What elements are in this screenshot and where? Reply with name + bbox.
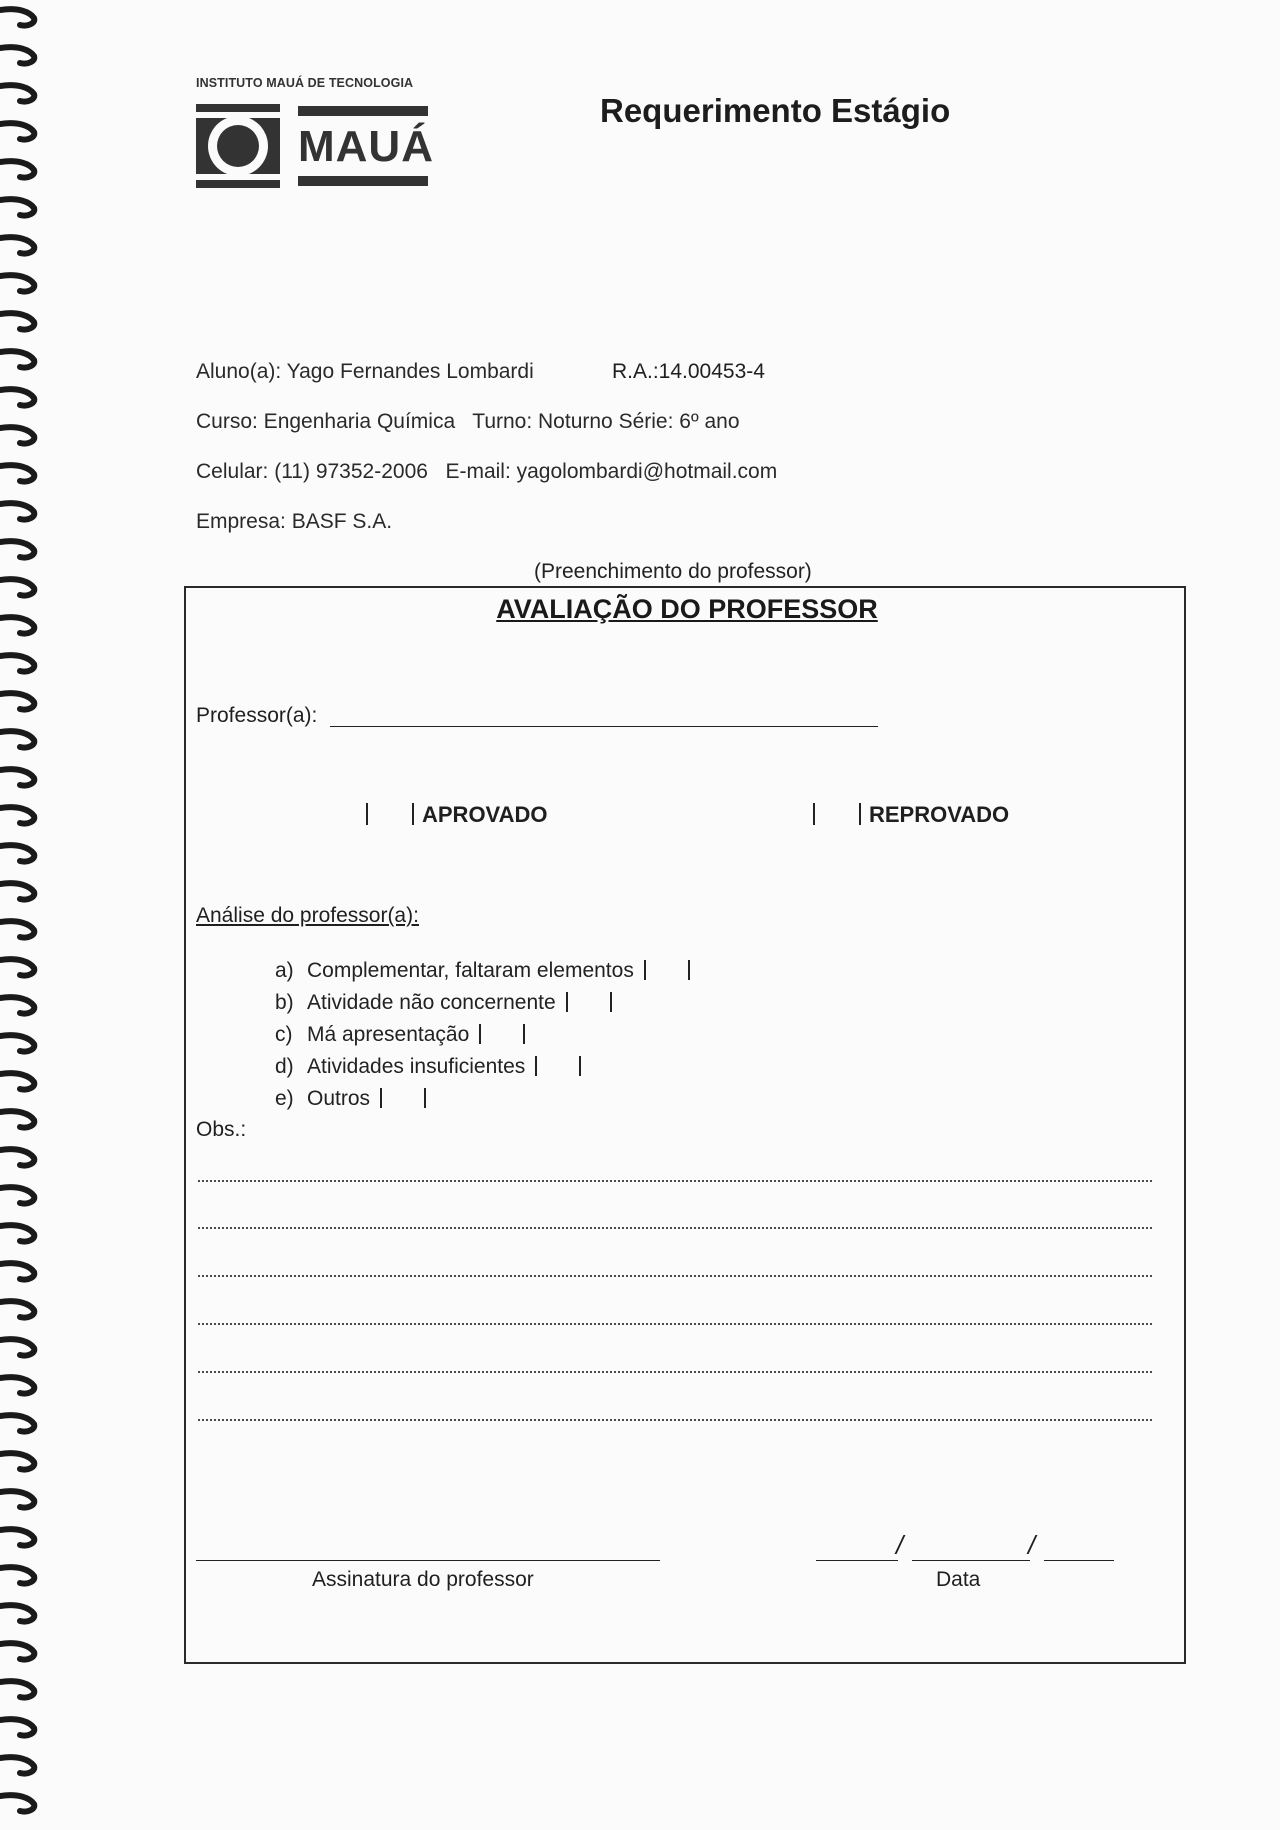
spiral-coil bbox=[0, 731, 34, 747]
spiral-coil bbox=[0, 313, 34, 329]
spiral-coil bbox=[0, 1073, 34, 1089]
option-c[interactable] bbox=[275, 1019, 690, 1051]
maua-logo bbox=[196, 76, 436, 188]
spiral-coil bbox=[0, 1643, 34, 1659]
evaluation-title bbox=[184, 594, 1186, 625]
spiral-coil bbox=[0, 1681, 34, 1697]
spiral-coil bbox=[0, 275, 34, 291]
contact-line bbox=[196, 460, 777, 484]
evaluation-title-text: AVALIAÇÃO DO PROFESSOR bbox=[496, 594, 878, 624]
course-line bbox=[196, 410, 740, 434]
spiral-coil bbox=[0, 769, 34, 785]
option-checkbox[interactable] bbox=[479, 1019, 525, 1051]
professor-name-field[interactable] bbox=[330, 726, 878, 727]
obs-line-1[interactable] bbox=[198, 1180, 1152, 1182]
obs-line-6[interactable] bbox=[198, 1419, 1152, 1421]
spiral-coil bbox=[0, 541, 34, 557]
evaluation-box bbox=[184, 586, 1186, 1664]
spiral-coil bbox=[0, 845, 34, 861]
spiral-coil bbox=[0, 655, 34, 671]
spiral-coil bbox=[0, 1149, 34, 1165]
approved-label: APROVADO bbox=[422, 802, 548, 827]
spiral-coil bbox=[0, 1757, 34, 1773]
spiral-coil bbox=[0, 1225, 34, 1241]
option-letter: b) bbox=[275, 991, 294, 1014]
checkbox-left-bar bbox=[366, 803, 368, 825]
spiral-coil bbox=[0, 47, 34, 63]
logo-mark-icon bbox=[196, 104, 280, 188]
checkbox-left-bar bbox=[813, 803, 815, 825]
spiral-coil bbox=[0, 921, 34, 937]
spiral-coil bbox=[0, 123, 34, 139]
obs-line-3[interactable] bbox=[198, 1275, 1152, 1277]
spiral-coil bbox=[0, 1453, 34, 1469]
spiral-coil bbox=[0, 465, 34, 481]
date-day-field[interactable] bbox=[816, 1560, 898, 1561]
spiral-coil bbox=[0, 9, 34, 25]
spiral-coil bbox=[0, 1301, 34, 1317]
spiral-coil bbox=[0, 1339, 34, 1355]
spiral-coil bbox=[0, 199, 34, 215]
obs-label: Obs.: bbox=[196, 1118, 247, 1141]
spiral-binding bbox=[0, 0, 60, 1830]
logo-word: MAUÁ bbox=[298, 122, 434, 171]
date-year-field[interactable] bbox=[1044, 1560, 1114, 1561]
option-letter: c) bbox=[275, 1023, 293, 1046]
spiral-coil bbox=[0, 237, 34, 253]
spiral-coil bbox=[0, 1415, 34, 1431]
email: E-mail: yagolombardi@hotmail.com bbox=[445, 460, 778, 483]
date-month-field[interactable] bbox=[912, 1560, 1030, 1561]
rejected-checkbox[interactable] bbox=[813, 802, 1009, 828]
spiral-coil bbox=[0, 85, 34, 101]
spiral-coil bbox=[0, 351, 34, 367]
option-e[interactable] bbox=[275, 1083, 690, 1115]
checkbox-right-bar bbox=[412, 803, 414, 825]
option-checkbox[interactable] bbox=[644, 955, 690, 987]
option-checkbox[interactable] bbox=[566, 987, 612, 1019]
analysis-label: Análise do professor(a): bbox=[196, 904, 419, 927]
phone: Celular: (11) 97352-2006 bbox=[196, 460, 428, 483]
analysis-options bbox=[275, 955, 690, 1115]
date-separator-1: / bbox=[896, 1530, 904, 1560]
logo-bar-top bbox=[298, 106, 428, 116]
option-text: Atividades insuficientes bbox=[307, 1055, 526, 1078]
spiral-coil bbox=[0, 1605, 34, 1621]
approved-checkbox[interactable] bbox=[366, 802, 548, 828]
spiral-coil bbox=[0, 959, 34, 975]
spiral-coil bbox=[0, 1719, 34, 1735]
option-b[interactable] bbox=[275, 987, 690, 1019]
institute-name: INSTITUTO MAUÁ DE TECNOLOGIA bbox=[196, 76, 414, 90]
date-label: Data bbox=[936, 1568, 981, 1591]
option-letter: d) bbox=[275, 1055, 294, 1078]
spiral-coil bbox=[0, 617, 34, 633]
spiral-coil bbox=[0, 427, 34, 443]
option-letter: e) bbox=[275, 1087, 294, 1110]
spiral-coil bbox=[0, 883, 34, 899]
option-a[interactable] bbox=[275, 955, 690, 987]
student-ra: R.A.:14.00453-4 bbox=[612, 360, 765, 383]
spiral-coil bbox=[0, 1187, 34, 1203]
spiral-coil bbox=[0, 1529, 34, 1545]
course: Curso: Engenharia Química bbox=[196, 410, 456, 433]
spiral-coil bbox=[0, 503, 34, 519]
option-checkbox[interactable] bbox=[535, 1051, 581, 1083]
spiral-coil bbox=[0, 161, 34, 177]
spiral-coil bbox=[0, 1567, 34, 1583]
spiral-coil bbox=[0, 1491, 34, 1507]
signature-field[interactable] bbox=[196, 1560, 660, 1561]
obs-line-2[interactable] bbox=[198, 1227, 1152, 1229]
prefill-note: (Preenchimento do professor) bbox=[534, 560, 812, 583]
shift: Turno: Noturno bbox=[472, 410, 613, 433]
spiral-coil bbox=[0, 1263, 34, 1279]
checkbox-right-bar bbox=[859, 803, 861, 825]
spiral-coil bbox=[0, 1795, 34, 1811]
spiral-coil bbox=[0, 1377, 34, 1393]
spiral-coil bbox=[0, 579, 34, 595]
option-text: Má apresentação bbox=[307, 1023, 470, 1046]
company-line: Empresa: BASF S.A. bbox=[196, 510, 393, 533]
option-text: Outros bbox=[307, 1087, 371, 1110]
spiral-coil bbox=[0, 389, 34, 405]
professor-label: Professor(a): bbox=[196, 704, 318, 727]
logo-bar-bottom bbox=[298, 176, 428, 186]
spiral-coil bbox=[0, 1111, 34, 1127]
option-d[interactable] bbox=[275, 1051, 690, 1083]
spiral-coil bbox=[0, 1035, 34, 1051]
option-text: Atividade não concernente bbox=[307, 991, 556, 1014]
spiral-coil bbox=[0, 997, 34, 1013]
spiral-coil bbox=[0, 693, 34, 709]
signature-label: Assinatura do professor bbox=[312, 1568, 534, 1591]
grade: Série: 6º ano bbox=[618, 410, 740, 433]
option-text: Complementar, faltaram elementos bbox=[307, 959, 634, 982]
document-title: Requerimento Estágio bbox=[600, 92, 951, 129]
option-letter: a) bbox=[275, 959, 294, 982]
student-name-line: Aluno(a): Yago Fernandes Lombardi bbox=[196, 360, 534, 383]
rejected-label: REPROVADO bbox=[869, 802, 1010, 827]
obs-line-4[interactable] bbox=[198, 1323, 1152, 1325]
spiral-coil bbox=[0, 807, 34, 823]
date-separator-2: / bbox=[1028, 1530, 1036, 1560]
obs-line-5[interactable] bbox=[198, 1371, 1152, 1373]
option-checkbox[interactable] bbox=[380, 1083, 426, 1115]
